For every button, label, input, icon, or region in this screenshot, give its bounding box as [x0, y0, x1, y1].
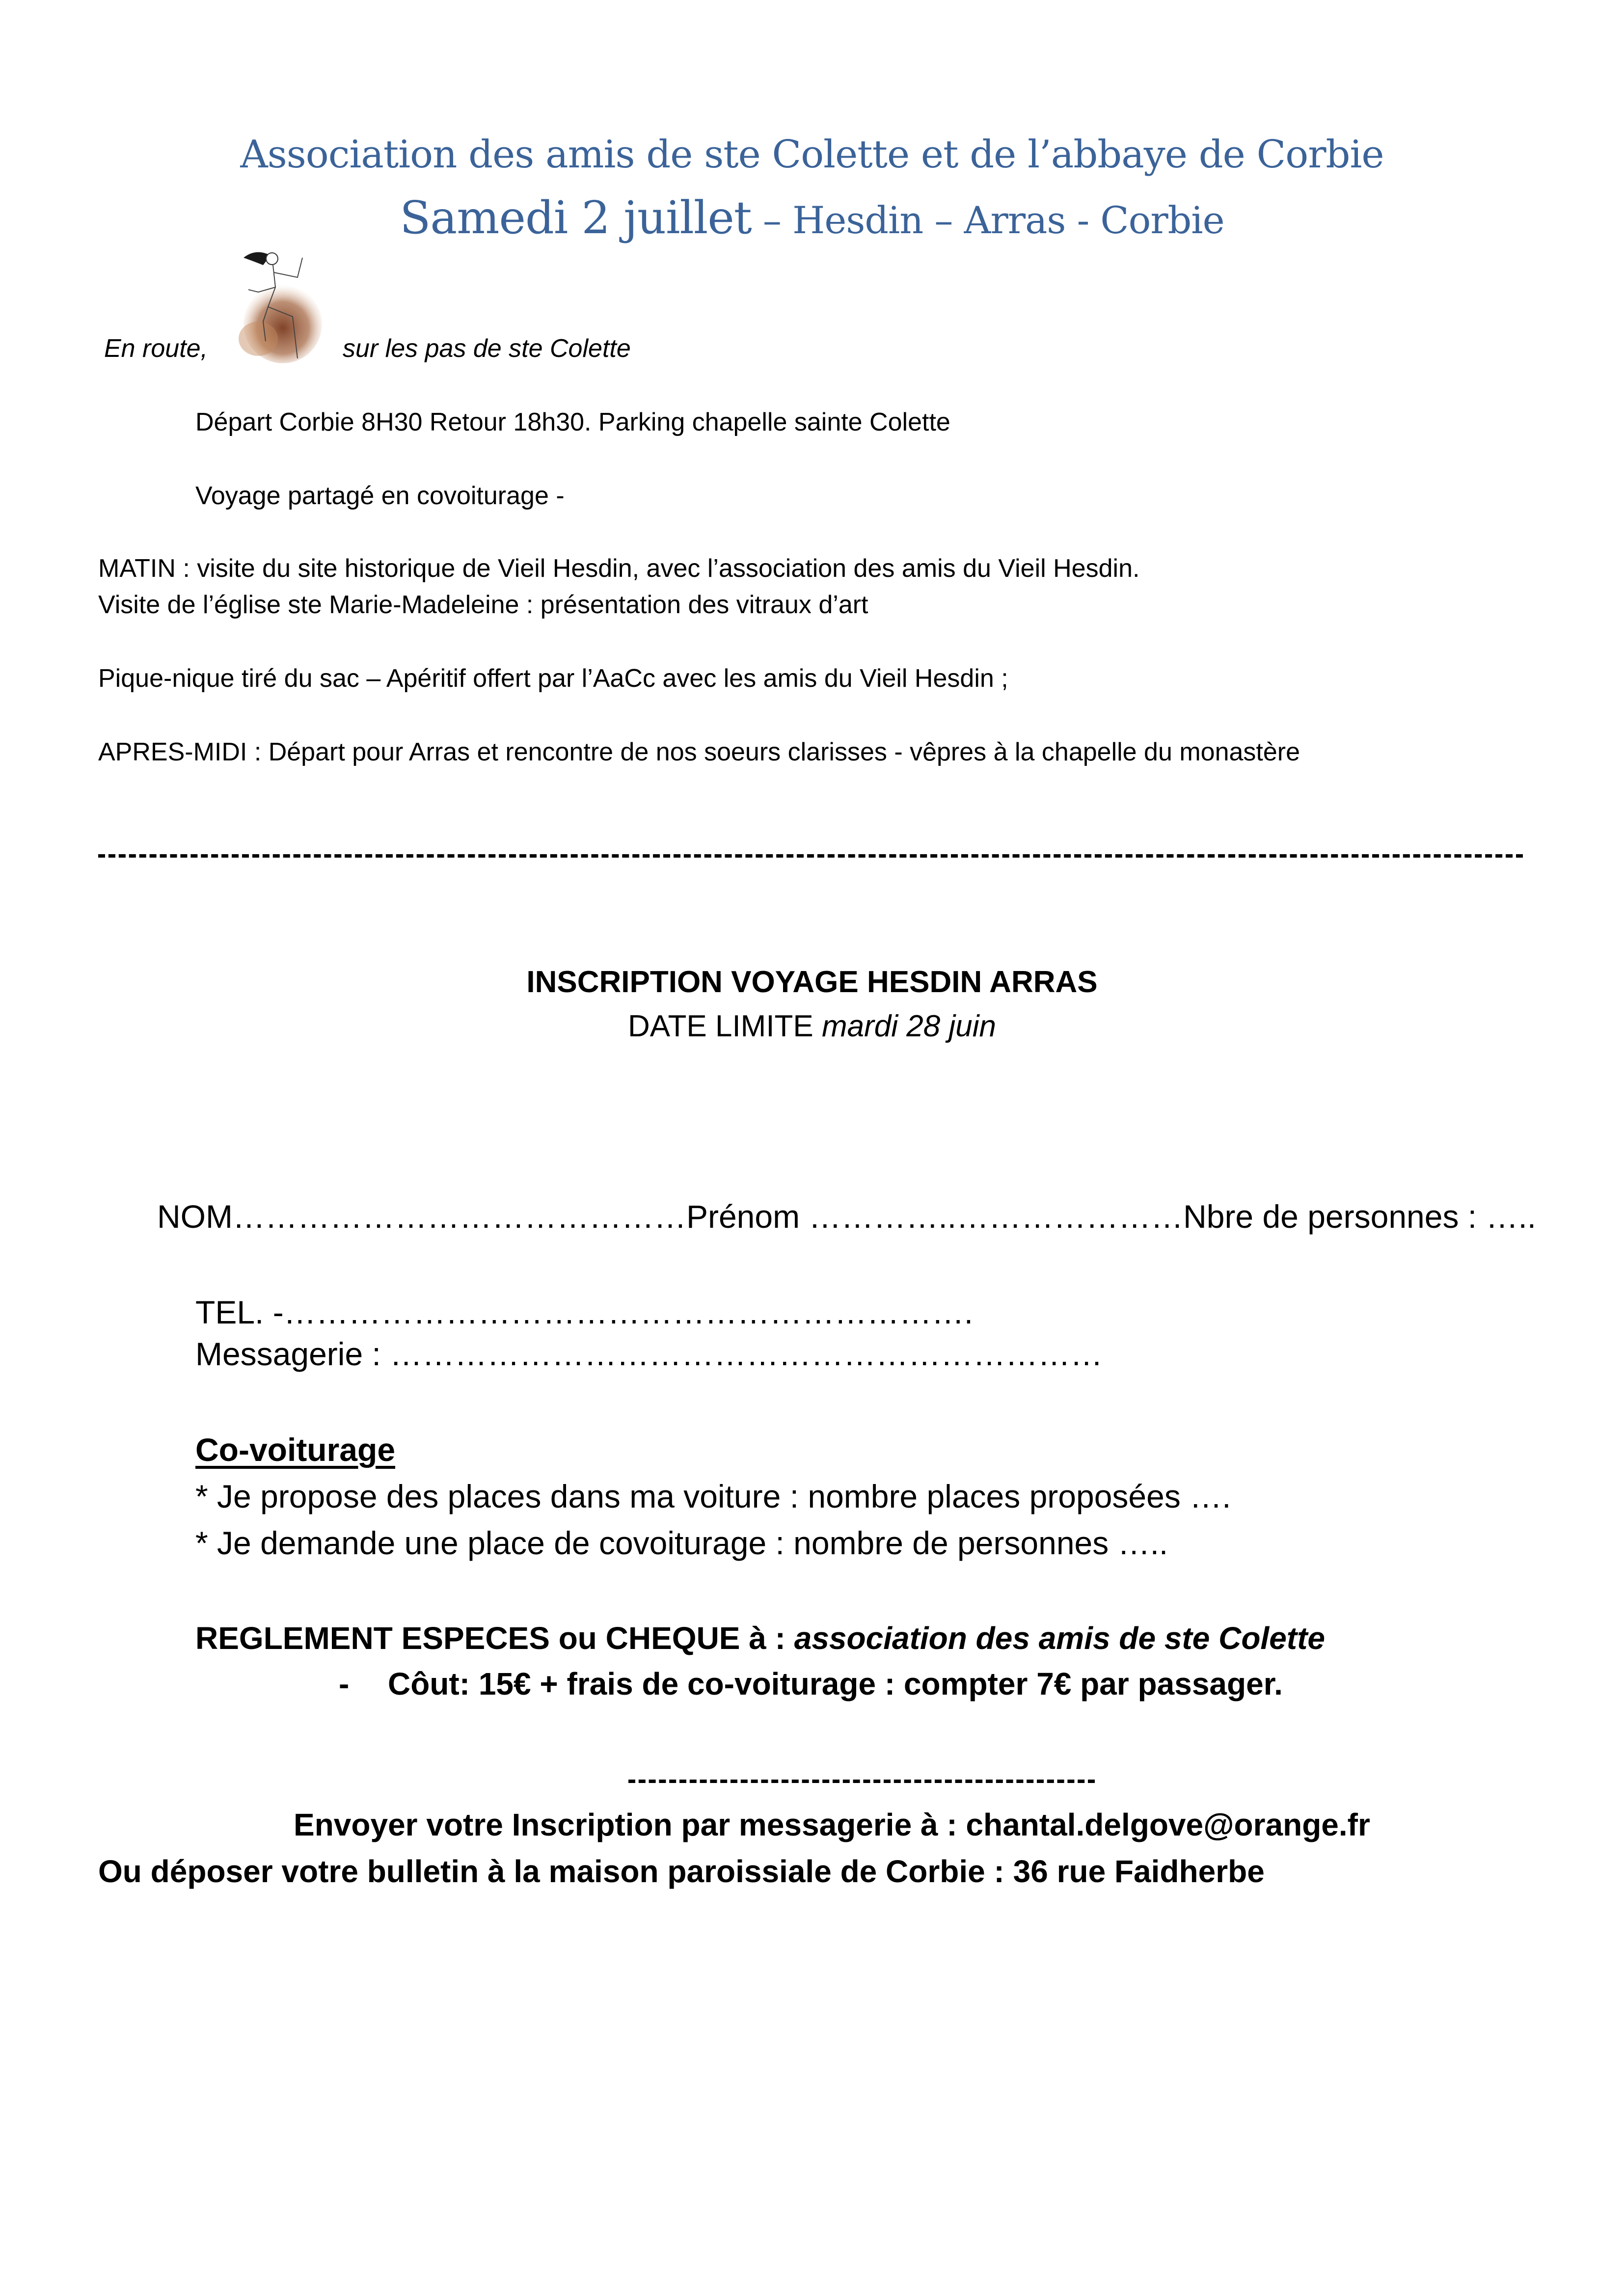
event-subtitle	[0, 191, 1624, 244]
event-date: Samedi 2 juillet	[400, 191, 752, 244]
nom-prenom-field[interactable]: NOM……………………………………Prénom …………..…………………Nbre de personnes : …..	[157, 1198, 1537, 1235]
deposer-instructions: Ou déposer votre bulletin à la maison paroissiale de Corbie : 36 rue Faidherbe	[98, 1854, 1265, 1889]
apres-midi-info: APRES-MIDI : Départ pour Arras et rencontre de nos soeurs clarisses - vêpres à la chapelle du monastère	[98, 738, 1300, 766]
en-route-text: En route,	[104, 334, 208, 363]
association-title: Association des amis de ste Colette et de l’abbaye de Corbie	[240, 133, 1384, 177]
bullet-dash: -	[339, 1666, 350, 1702]
pique-nique-info: Pique-nique tiré du sac – Apéritif offert par l’AaCc avec les amis du Vieil Hesdin ;	[98, 664, 1008, 693]
visite-info: Visite de l’église ste Marie-Madeleine : présentation des vitraux d’art	[98, 591, 868, 619]
footer-divider	[628, 1780, 1095, 1783]
inscription-title: INSCRIPTION VOYAGE HESDIN ARRAS	[526, 965, 1098, 999]
covoiturage-heading: Co-voiturage	[195, 1432, 396, 1468]
voyage-info: Voyage partagé en covoiturage -	[195, 482, 565, 510]
matin-info: MATIN : visite du site historique de Vieil Hesdin, avec l’association des amis du Vieil Hesdin.	[98, 554, 1140, 583]
reglement-line	[195, 1620, 1325, 1656]
depart-info: Départ Corbie 8H30 Retour 18h30. Parking chapelle sainte Colette	[195, 408, 950, 436]
covoiturage-propose-option[interactable]: * Je propose des places dans ma voiture : nombre places proposées ….	[195, 1478, 1231, 1514]
covoiturage-demande-option[interactable]: * Je demande une place de covoiturage : nombre de personnes …..	[195, 1525, 1168, 1561]
envoyer-instructions: Envoyer votre Inscription par messagerie à : chantal.delgove@orange.fr	[294, 1807, 1370, 1842]
date-limite-value: mardi 28 juin	[822, 1009, 996, 1043]
messagerie-field[interactable]: Messagerie : …………………………………………………………	[195, 1336, 1103, 1372]
reglement-payee: association des amis de ste Colette	[794, 1621, 1325, 1656]
cut-line-divider	[98, 854, 1523, 858]
date-limite	[0, 1009, 1624, 1044]
sur-les-pas-text: sur les pas de ste Colette	[343, 334, 631, 363]
tel-field[interactable]: TEL. -……………………………………………………….	[195, 1294, 974, 1330]
dancing-figure-illustration	[229, 243, 327, 363]
cout-text: Côut: 15€ + frais de co-voiturage : compter 7€ par passager.	[388, 1666, 1283, 1702]
date-limite-label: DATE LIMITE	[628, 1009, 822, 1043]
cout-line	[339, 1666, 1283, 1702]
event-route: – Hesdin – Arras - Corbie	[751, 198, 1224, 242]
reglement-label: REGLEMENT ESPECES ou CHEQUE à :	[195, 1621, 794, 1656]
